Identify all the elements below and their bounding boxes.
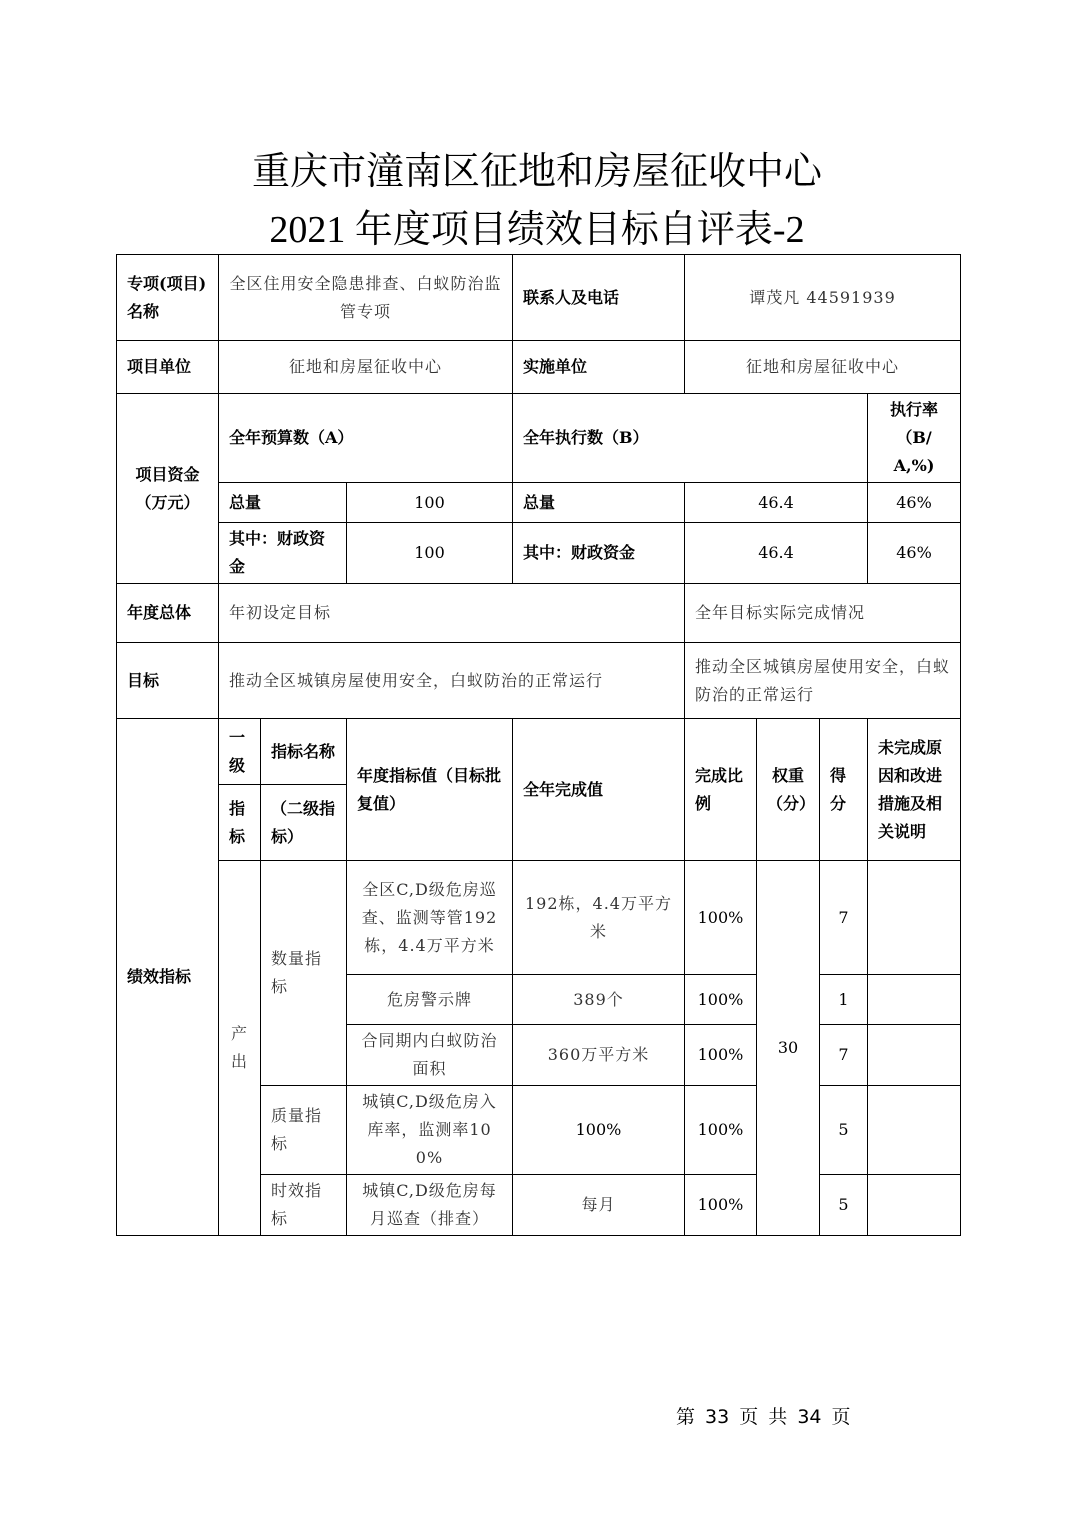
target-cell: 合同期内白蚁防治面积 [347, 1025, 513, 1086]
fiscal-exec: 46.4 [685, 523, 868, 584]
level1-cell: 产出 [219, 861, 261, 1236]
rate-label: 执行率（B/A,%) [868, 394, 961, 483]
total-exec: 46.4 [685, 483, 868, 523]
annual-label: 年度总体 [117, 584, 219, 643]
project-name-label: 专项(项目)名称 [117, 255, 219, 341]
actual-cell: 每月 [513, 1175, 685, 1236]
project-name: 全区住用安全隐患排查、白蚁防治监管专项 [219, 255, 513, 341]
page-subtitle-text: 2021 年度项目绩效目标自评表-2 [269, 209, 805, 251]
reason-cell [868, 861, 961, 975]
reason-cell [868, 1175, 961, 1236]
reason-cell [868, 1086, 961, 1175]
budget-label: 全年预算数（A） [219, 394, 513, 483]
score-cell: 5 [820, 1086, 868, 1175]
fiscal-rate: 46% [868, 523, 961, 584]
score-cell: 1 [820, 975, 868, 1025]
weight-header: 权重（分） [757, 719, 820, 861]
ratio-header: 完成比例 [685, 719, 757, 861]
total-label: 总量 [219, 483, 347, 523]
total-budget: 100 [347, 483, 513, 523]
table-row [117, 861, 961, 975]
actual-cell: 192栋，4.4万平方米 [513, 861, 685, 975]
goal-actual: 推动全区城镇房屋使用安全，白蚁防治的正常运行 [685, 643, 961, 719]
page-number: 第 33 页 共 34 页 [676, 1406, 851, 1428]
total-rate: 46% [868, 483, 961, 523]
goal-text: 推动全区城镇房屋使用安全，白蚁防治的正常运行 [219, 643, 685, 719]
target-cell: 城镇C,D级危房入库率，监测率100% [347, 1086, 513, 1175]
fiscal-label: 其中：财政资金 [219, 523, 347, 584]
fiscal-label-exec: 其中：财政资金 [513, 523, 685, 584]
impl-unit: 征地和房屋征收中心 [685, 341, 961, 394]
ratio-cell: 100% [685, 1086, 757, 1175]
actual-cell: 389个 [513, 975, 685, 1025]
impl-unit-label: 实施单位 [513, 341, 685, 394]
group-name: 数量指标 [261, 861, 347, 1086]
level1-header-b: 指标 [219, 785, 261, 861]
target-header: 年度指标值（目标批复值） [347, 719, 513, 861]
funds-label: 项目资金（万元） [117, 394, 219, 584]
score-header: 得分 [820, 719, 868, 861]
exec-label: 全年执行数（B） [513, 394, 868, 483]
initial-goal-label: 年初设定目标 [219, 584, 685, 643]
ratio-cell: 100% [685, 1175, 757, 1236]
actual-goal-label: 全年目标实际完成情况 [685, 584, 961, 643]
ratio-cell: 100% [685, 975, 757, 1025]
fiscal-budget: 100 [347, 523, 513, 584]
name-header-a: 指标名称 [261, 719, 347, 785]
target-cell: 城镇C,D级危房每月巡查（排查） [347, 1175, 513, 1236]
evaluation-table [116, 254, 961, 1236]
project-unit: 征地和房屋征收中心 [219, 341, 513, 394]
score-cell: 5 [820, 1175, 868, 1236]
goal-label: 目标 [117, 643, 219, 719]
target-cell: 全区C,D级危房巡查、监测等管192栋，4.4万平方米 [347, 861, 513, 975]
page-subtitle [0, 206, 1074, 253]
target-cell: 危房警示牌 [347, 975, 513, 1025]
actual-cell: 100% [513, 1086, 685, 1175]
total-label-exec: 总量 [513, 483, 685, 523]
actual-cell: 360万平方米 [513, 1025, 685, 1086]
contact-value: 谭茂凡 44591939 [685, 255, 961, 341]
score-cell: 7 [820, 1025, 868, 1086]
perf-label: 绩效指标 [117, 719, 219, 1236]
score-cell: 7 [820, 861, 868, 975]
page-title: 重庆市潼南区征地和房屋征收中心 [251, 149, 822, 193]
level1-header-a: 一级 [219, 719, 261, 785]
reason-header: 未完成原因和改进措施及相关说明 [868, 719, 961, 861]
weight-cell: 30 [757, 861, 820, 1236]
group-name: 质量指标 [261, 1086, 347, 1175]
ratio-cell: 100% [685, 861, 757, 975]
group-name: 时效指标 [261, 1175, 347, 1236]
reason-cell [868, 1025, 961, 1086]
ratio-cell: 100% [685, 1025, 757, 1086]
contact-label: 联系人及电话 [513, 255, 685, 341]
actual-header: 全年完成值 [513, 719, 685, 861]
project-unit-label: 项目单位 [117, 341, 219, 394]
reason-cell [868, 975, 961, 1025]
name-header-b: （二级指标） [261, 785, 347, 861]
